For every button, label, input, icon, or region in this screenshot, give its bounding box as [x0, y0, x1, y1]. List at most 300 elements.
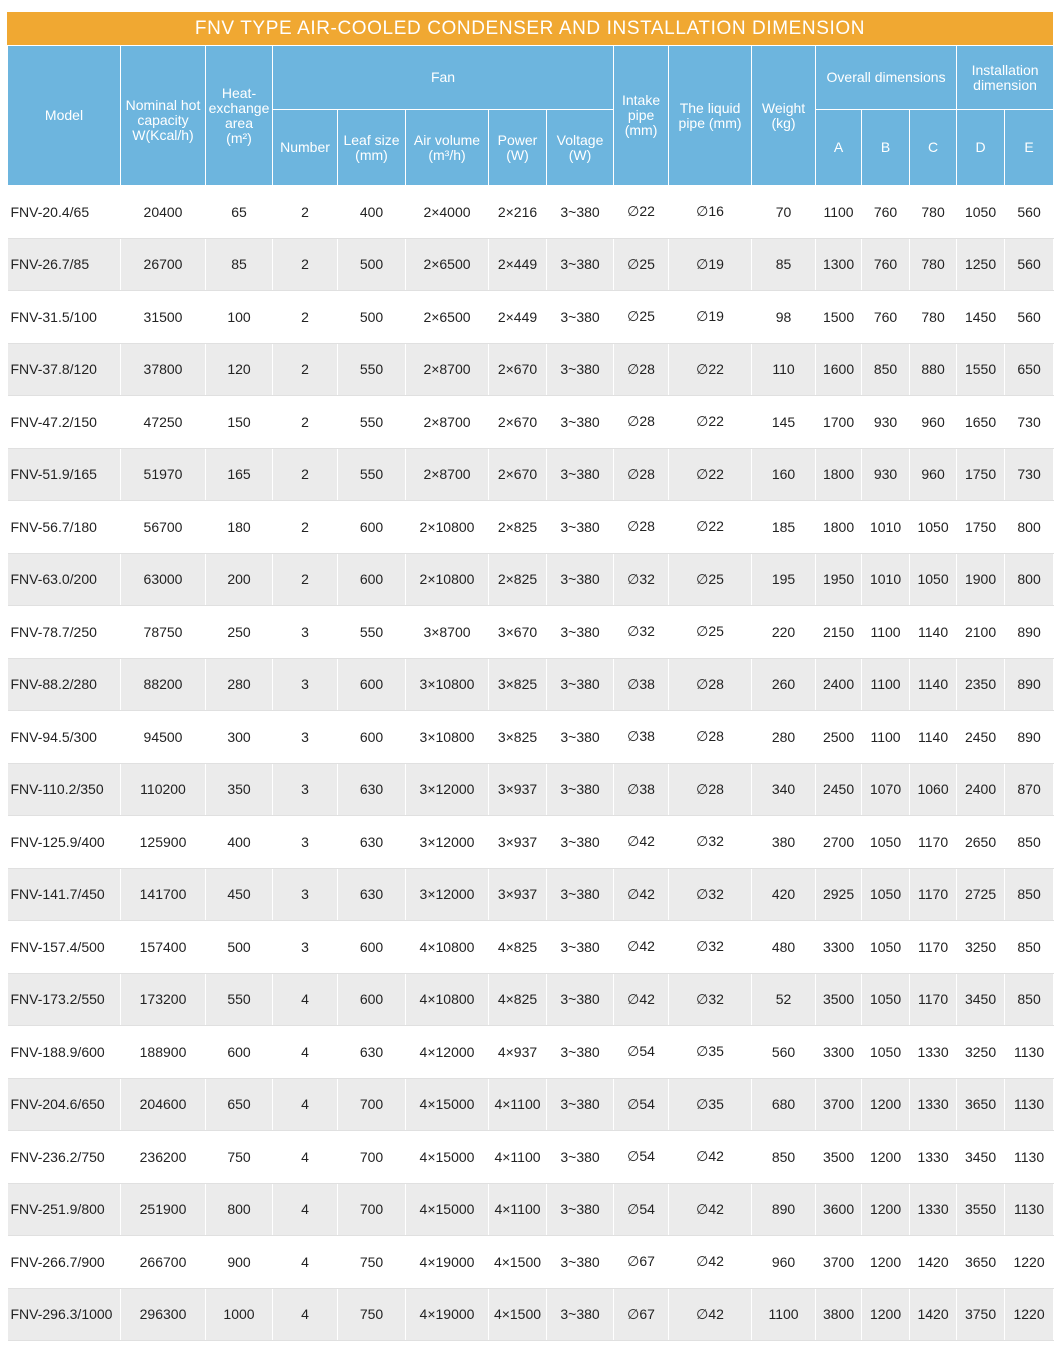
cell-weight: 420 [752, 868, 816, 921]
cell-leaf-size: 700 [338, 1183, 406, 1236]
cell-heat-exchange-area: 900 [206, 1236, 273, 1289]
cell-intake-pipe: ∅25 [614, 291, 669, 344]
cell-liquid-pipe: ∅32 [669, 921, 752, 974]
cell-liquid-pipe: ∅25 [669, 606, 752, 659]
cell-leaf-size: 550 [338, 448, 406, 501]
table-row [8, 868, 1054, 921]
cell-fan-number: 4 [273, 1288, 338, 1341]
cell-dim-c: 1170 [910, 868, 957, 921]
cell-nominal-capacity: 236200 [121, 1131, 206, 1184]
header-heat-exchange-area [206, 46, 273, 186]
cell-power: 3×937 [489, 868, 547, 921]
cell-dim-b: 930 [862, 396, 910, 449]
cell-air-volume: 2×8700 [406, 448, 489, 501]
cell-heat-exchange-area: 650 [206, 1078, 273, 1131]
cell-air-volume: 2×8700 [406, 396, 489, 449]
cell-dim-e: 850 [1005, 921, 1054, 974]
cell-power: 4×937 [489, 1026, 547, 1079]
cell-weight: 195 [752, 553, 816, 606]
cell-intake-pipe: ∅22 [614, 186, 669, 239]
cell-dim-e: 560 [1005, 291, 1054, 344]
cell-dim-e: 890 [1005, 658, 1054, 711]
cell-model: FNV-20.4/65 [8, 186, 121, 239]
cell-dim-a: 3500 [816, 1131, 862, 1184]
cell-nominal-capacity: 157400 [121, 921, 206, 974]
table-row [8, 1236, 1054, 1289]
cell-weight: 560 [752, 1026, 816, 1079]
cell-dim-d: 2350 [957, 658, 1005, 711]
cell-model: FNV-47.2/150 [8, 396, 121, 449]
cell-voltage: 3~380 [547, 448, 614, 501]
cell-power: 3×937 [489, 816, 547, 869]
cell-dim-c: 1170 [910, 816, 957, 869]
cell-intake-pipe: ∅38 [614, 711, 669, 764]
cell-intake-pipe: ∅42 [614, 816, 669, 869]
cell-model: FNV-88.2/280 [8, 658, 121, 711]
cell-liquid-pipe: ∅22 [669, 343, 752, 396]
cell-power: 2×449 [489, 291, 547, 344]
cell-model: FNV-51.9/165 [8, 448, 121, 501]
cell-intake-pipe: ∅54 [614, 1078, 669, 1131]
cell-heat-exchange-area: 750 [206, 1131, 273, 1184]
cell-voltage: 3~380 [547, 1078, 614, 1131]
cell-dim-c: 1420 [910, 1236, 957, 1289]
cell-nominal-capacity: 94500 [121, 711, 206, 764]
cell-dim-b: 1200 [862, 1236, 910, 1289]
cell-dim-b: 1200 [862, 1183, 910, 1236]
cell-model: FNV-110.2/350 [8, 763, 121, 816]
cell-power: 2×825 [489, 501, 547, 554]
cell-nominal-capacity: 266700 [121, 1236, 206, 1289]
cell-intake-pipe: ∅42 [614, 973, 669, 1026]
table-body [8, 186, 1054, 1341]
cell-dim-d: 1250 [957, 238, 1005, 291]
cell-dim-d: 3750 [957, 1288, 1005, 1341]
cell-dim-e: 560 [1005, 238, 1054, 291]
header-liquid-pipe: The liquid pipe (mm) [669, 46, 752, 186]
cell-model: FNV-125.9/400 [8, 816, 121, 869]
cell-dim-d: 1650 [957, 396, 1005, 449]
cell-power: 3×937 [489, 763, 547, 816]
header-intake-pipe: Intake pipe (mm) [614, 46, 669, 186]
cell-dim-a: 1300 [816, 238, 862, 291]
table-row [8, 1026, 1054, 1079]
cell-voltage: 3~380 [547, 291, 614, 344]
cell-air-volume: 4×15000 [406, 1183, 489, 1236]
cell-heat-exchange-area: 200 [206, 553, 273, 606]
cell-model: FNV-141.7/450 [8, 868, 121, 921]
cell-dim-a: 3700 [816, 1236, 862, 1289]
cell-dim-a: 2700 [816, 816, 862, 869]
cell-dim-a: 2450 [816, 763, 862, 816]
cell-leaf-size: 600 [338, 973, 406, 1026]
cell-dim-a: 2150 [816, 606, 862, 659]
cell-heat-exchange-area: 350 [206, 763, 273, 816]
cell-fan-number: 4 [273, 1131, 338, 1184]
cell-voltage: 3~380 [547, 1131, 614, 1184]
cell-weight: 98 [752, 291, 816, 344]
cell-air-volume: 3×10800 [406, 711, 489, 764]
table-title: FNV TYPE AIR-COOLED CONDENSER AND INSTALLATION DIMENSION [7, 12, 1053, 45]
cell-nominal-capacity: 63000 [121, 553, 206, 606]
cell-dim-b: 1010 [862, 553, 910, 606]
cell-dim-c: 960 [910, 396, 957, 449]
cell-intake-pipe: ∅38 [614, 763, 669, 816]
cell-leaf-size: 630 [338, 868, 406, 921]
table-row [8, 448, 1054, 501]
cell-dim-d: 2650 [957, 816, 1005, 869]
cell-dim-d: 3250 [957, 921, 1005, 974]
table-row [8, 816, 1054, 869]
cell-fan-number: 3 [273, 921, 338, 974]
cell-power: 3×670 [489, 606, 547, 659]
cell-intake-pipe: ∅67 [614, 1236, 669, 1289]
cell-voltage: 3~380 [547, 868, 614, 921]
cell-leaf-size: 630 [338, 1026, 406, 1079]
cell-nominal-capacity: 88200 [121, 658, 206, 711]
cell-model: FNV-56.7/180 [8, 501, 121, 554]
cell-dim-b: 1200 [862, 1078, 910, 1131]
cell-intake-pipe: ∅28 [614, 396, 669, 449]
cell-heat-exchange-area: 100 [206, 291, 273, 344]
cell-air-volume: 2×4000 [406, 186, 489, 239]
cell-dim-e: 850 [1005, 868, 1054, 921]
cell-liquid-pipe: ∅25 [669, 553, 752, 606]
cell-dim-a: 1800 [816, 448, 862, 501]
header-fan: Fan [273, 46, 614, 110]
cell-power: 4×1500 [489, 1288, 547, 1341]
cell-dim-e: 1130 [1005, 1131, 1054, 1184]
cell-liquid-pipe: ∅28 [669, 763, 752, 816]
cell-liquid-pipe: ∅19 [669, 291, 752, 344]
cell-dim-e: 1130 [1005, 1078, 1054, 1131]
cell-dim-e: 800 [1005, 501, 1054, 554]
cell-fan-number: 2 [273, 238, 338, 291]
cell-power: 3×825 [489, 658, 547, 711]
cell-power: 2×670 [489, 396, 547, 449]
cell-dim-b: 760 [862, 238, 910, 291]
cell-air-volume: 4×10800 [406, 973, 489, 1026]
cell-dim-c: 780 [910, 186, 957, 239]
cell-leaf-size: 700 [338, 1078, 406, 1131]
cell-fan-number: 4 [273, 1026, 338, 1079]
cell-dim-b: 1050 [862, 868, 910, 921]
cell-air-volume: 2×10800 [406, 553, 489, 606]
cell-dim-e: 890 [1005, 711, 1054, 764]
cell-voltage: 3~380 [547, 921, 614, 974]
cell-heat-exchange-area: 280 [206, 658, 273, 711]
table-row [8, 658, 1054, 711]
cell-model: FNV-78.7/250 [8, 606, 121, 659]
table-row [8, 553, 1054, 606]
cell-dim-c: 1140 [910, 658, 957, 711]
cell-air-volume: 4×19000 [406, 1236, 489, 1289]
cell-intake-pipe: ∅42 [614, 868, 669, 921]
cell-dim-c: 1170 [910, 921, 957, 974]
cell-dim-c: 960 [910, 448, 957, 501]
cell-weight: 890 [752, 1183, 816, 1236]
cell-leaf-size: 550 [338, 606, 406, 659]
cell-dim-a: 1600 [816, 343, 862, 396]
cell-fan-number: 2 [273, 343, 338, 396]
cell-dim-a: 3600 [816, 1183, 862, 1236]
cell-fan-number: 4 [273, 1236, 338, 1289]
cell-power: 2×670 [489, 343, 547, 396]
cell-nominal-capacity: 251900 [121, 1183, 206, 1236]
cell-weight: 680 [752, 1078, 816, 1131]
cell-nominal-capacity: 20400 [121, 186, 206, 239]
cell-heat-exchange-area: 165 [206, 448, 273, 501]
cell-air-volume: 4×10800 [406, 921, 489, 974]
cell-dim-a: 1100 [816, 186, 862, 239]
cell-fan-number: 2 [273, 396, 338, 449]
cell-dim-b: 1010 [862, 501, 910, 554]
cell-voltage: 3~380 [547, 238, 614, 291]
cell-liquid-pipe: ∅42 [669, 1236, 752, 1289]
cell-fan-number: 3 [273, 816, 338, 869]
cell-power: 2×670 [489, 448, 547, 501]
cell-leaf-size: 600 [338, 921, 406, 974]
cell-dim-b: 1200 [862, 1131, 910, 1184]
table-row [8, 396, 1054, 449]
cell-power: 4×1100 [489, 1078, 547, 1131]
cell-dim-b: 1070 [862, 763, 910, 816]
cell-air-volume: 3×8700 [406, 606, 489, 659]
cell-nominal-capacity: 26700 [121, 238, 206, 291]
cell-voltage: 3~380 [547, 501, 614, 554]
cell-leaf-size: 400 [338, 186, 406, 239]
cell-air-volume: 2×6500 [406, 291, 489, 344]
cell-model: FNV-26.7/85 [8, 238, 121, 291]
cell-intake-pipe: ∅28 [614, 501, 669, 554]
cell-power: 4×825 [489, 921, 547, 974]
table-row [8, 291, 1054, 344]
cell-dim-c: 1330 [910, 1026, 957, 1079]
cell-power: 4×1100 [489, 1183, 547, 1236]
cell-dim-e: 730 [1005, 396, 1054, 449]
cell-leaf-size: 600 [338, 658, 406, 711]
cell-heat-exchange-area: 500 [206, 921, 273, 974]
spec-sheet [7, 12, 1053, 1341]
cell-leaf-size: 700 [338, 1131, 406, 1184]
cell-intake-pipe: ∅28 [614, 343, 669, 396]
cell-nominal-capacity: 173200 [121, 973, 206, 1026]
cell-air-volume: 3×12000 [406, 868, 489, 921]
cell-model: FNV-251.9/800 [8, 1183, 121, 1236]
cell-dim-c: 1140 [910, 711, 957, 764]
cell-leaf-size: 750 [338, 1288, 406, 1341]
cell-heat-exchange-area: 450 [206, 868, 273, 921]
cell-nominal-capacity: 47250 [121, 396, 206, 449]
cell-power: 2×449 [489, 238, 547, 291]
cell-fan-number: 3 [273, 606, 338, 659]
cell-voltage: 3~380 [547, 711, 614, 764]
cell-heat-exchange-area: 1000 [206, 1288, 273, 1341]
cell-nominal-capacity: 51970 [121, 448, 206, 501]
table-row [8, 238, 1054, 291]
cell-power: 2×825 [489, 553, 547, 606]
cell-dim-b: 850 [862, 343, 910, 396]
cell-dim-a: 3500 [816, 973, 862, 1026]
cell-weight: 110 [752, 343, 816, 396]
cell-fan-number: 3 [273, 658, 338, 711]
cell-dim-b: 1050 [862, 816, 910, 869]
cell-dim-a: 3300 [816, 1026, 862, 1079]
cell-dim-c: 1330 [910, 1078, 957, 1131]
cell-dim-b: 760 [862, 291, 910, 344]
cell-intake-pipe: ∅28 [614, 448, 669, 501]
cell-dim-e: 650 [1005, 343, 1054, 396]
cell-liquid-pipe: ∅22 [669, 501, 752, 554]
cell-weight: 1100 [752, 1288, 816, 1341]
cell-leaf-size: 600 [338, 501, 406, 554]
cell-model: FNV-173.2/550 [8, 973, 121, 1026]
cell-fan-number: 3 [273, 763, 338, 816]
header-installation-dimension: Installation dimension [957, 46, 1054, 110]
cell-voltage: 3~380 [547, 1288, 614, 1341]
cell-liquid-pipe: ∅42 [669, 1288, 752, 1341]
header-dim-e: E [1005, 110, 1054, 186]
cell-intake-pipe: ∅42 [614, 921, 669, 974]
cell-nominal-capacity: 125900 [121, 816, 206, 869]
header-heat-exchange-area-label: Heat-exchange area [208, 84, 270, 131]
header-fan-power: Power (W) [489, 110, 547, 186]
cell-leaf-size: 500 [338, 291, 406, 344]
cell-liquid-pipe: ∅19 [669, 238, 752, 291]
cell-dim-e: 560 [1005, 186, 1054, 239]
cell-dim-b: 1050 [862, 921, 910, 974]
header-nominal-capacity: Nominal hot capacity W(Kcal/h) [121, 46, 206, 186]
cell-dim-d: 2100 [957, 606, 1005, 659]
cell-leaf-size: 630 [338, 816, 406, 869]
table-row [8, 1183, 1054, 1236]
cell-fan-number: 2 [273, 186, 338, 239]
header-model: Model [8, 46, 121, 186]
table-row [8, 1078, 1054, 1131]
cell-weight: 85 [752, 238, 816, 291]
cell-air-volume: 2×8700 [406, 343, 489, 396]
cell-dim-c: 1050 [910, 553, 957, 606]
cell-dim-e: 800 [1005, 553, 1054, 606]
table-row [8, 1131, 1054, 1184]
cell-leaf-size: 600 [338, 711, 406, 764]
cell-dim-d: 2450 [957, 711, 1005, 764]
cell-nominal-capacity: 78750 [121, 606, 206, 659]
cell-heat-exchange-area: 600 [206, 1026, 273, 1079]
cell-dim-a: 1800 [816, 501, 862, 554]
cell-fan-number: 2 [273, 291, 338, 344]
header-weight: Weight (kg) [752, 46, 816, 186]
cell-model: FNV-31.5/100 [8, 291, 121, 344]
cell-model: FNV-236.2/750 [8, 1131, 121, 1184]
cell-fan-number: 4 [273, 973, 338, 1026]
cell-nominal-capacity: 56700 [121, 501, 206, 554]
cell-heat-exchange-area: 85 [206, 238, 273, 291]
cell-dim-d: 1900 [957, 553, 1005, 606]
cell-voltage: 3~380 [547, 396, 614, 449]
header-dim-d: D [957, 110, 1005, 186]
cell-dim-d: 1750 [957, 501, 1005, 554]
cell-intake-pipe: ∅32 [614, 606, 669, 659]
cell-liquid-pipe: ∅32 [669, 816, 752, 869]
cell-dim-c: 1170 [910, 973, 957, 1026]
table-row [8, 763, 1054, 816]
table-row [8, 921, 1054, 974]
cell-voltage: 3~380 [547, 186, 614, 239]
cell-dim-e: 890 [1005, 606, 1054, 659]
cell-air-volume: 4×12000 [406, 1026, 489, 1079]
cell-air-volume: 2×6500 [406, 238, 489, 291]
cell-nominal-capacity: 31500 [121, 291, 206, 344]
cell-liquid-pipe: ∅42 [669, 1183, 752, 1236]
cell-dim-d: 2725 [957, 868, 1005, 921]
cell-leaf-size: 750 [338, 1236, 406, 1289]
cell-dim-d: 3450 [957, 1131, 1005, 1184]
cell-air-volume: 3×12000 [406, 816, 489, 869]
cell-voltage: 3~380 [547, 343, 614, 396]
cell-dim-c: 1420 [910, 1288, 957, 1341]
table-row [8, 186, 1054, 239]
cell-leaf-size: 550 [338, 396, 406, 449]
cell-leaf-size: 550 [338, 343, 406, 396]
cell-dim-d: 3450 [957, 973, 1005, 1026]
cell-dim-d: 3650 [957, 1236, 1005, 1289]
cell-liquid-pipe: ∅42 [669, 1131, 752, 1184]
cell-air-volume: 4×15000 [406, 1078, 489, 1131]
cell-fan-number: 3 [273, 868, 338, 921]
header-dim-c: C [910, 110, 957, 186]
cell-fan-number: 4 [273, 1183, 338, 1236]
cell-air-volume: 3×10800 [406, 658, 489, 711]
cell-heat-exchange-area: 150 [206, 396, 273, 449]
cell-nominal-capacity: 296300 [121, 1288, 206, 1341]
cell-dim-e: 850 [1005, 816, 1054, 869]
cell-dim-e: 850 [1005, 973, 1054, 1026]
cell-weight: 260 [752, 658, 816, 711]
cell-dim-e: 1220 [1005, 1288, 1054, 1341]
cell-dim-b: 1050 [862, 973, 910, 1026]
header-dim-b: B [862, 110, 910, 186]
cell-intake-pipe: ∅32 [614, 553, 669, 606]
cell-model: FNV-266.7/900 [8, 1236, 121, 1289]
cell-intake-pipe: ∅25 [614, 238, 669, 291]
cell-voltage: 3~380 [547, 973, 614, 1026]
cell-dim-a: 3700 [816, 1078, 862, 1131]
cell-dim-c: 880 [910, 343, 957, 396]
cell-power: 2×216 [489, 186, 547, 239]
table-row [8, 973, 1054, 1026]
cell-voltage: 3~380 [547, 1236, 614, 1289]
cell-weight: 960 [752, 1236, 816, 1289]
cell-heat-exchange-area: 65 [206, 186, 273, 239]
cell-air-volume: 4×15000 [406, 1131, 489, 1184]
header-fan-leaf-size: Leaf size (mm) [338, 110, 406, 186]
cell-power: 3×825 [489, 711, 547, 764]
cell-nominal-capacity: 188900 [121, 1026, 206, 1079]
cell-dim-a: 1950 [816, 553, 862, 606]
cell-dim-e: 1130 [1005, 1183, 1054, 1236]
cell-model: FNV-37.8/120 [8, 343, 121, 396]
cell-voltage: 3~380 [547, 1026, 614, 1079]
cell-dim-b: 760 [862, 186, 910, 239]
cell-heat-exchange-area: 120 [206, 343, 273, 396]
cell-power: 4×1500 [489, 1236, 547, 1289]
cell-voltage: 3~380 [547, 658, 614, 711]
table-row [8, 1288, 1054, 1341]
cell-nominal-capacity: 141700 [121, 868, 206, 921]
cell-heat-exchange-area: 800 [206, 1183, 273, 1236]
cell-dim-a: 2500 [816, 711, 862, 764]
